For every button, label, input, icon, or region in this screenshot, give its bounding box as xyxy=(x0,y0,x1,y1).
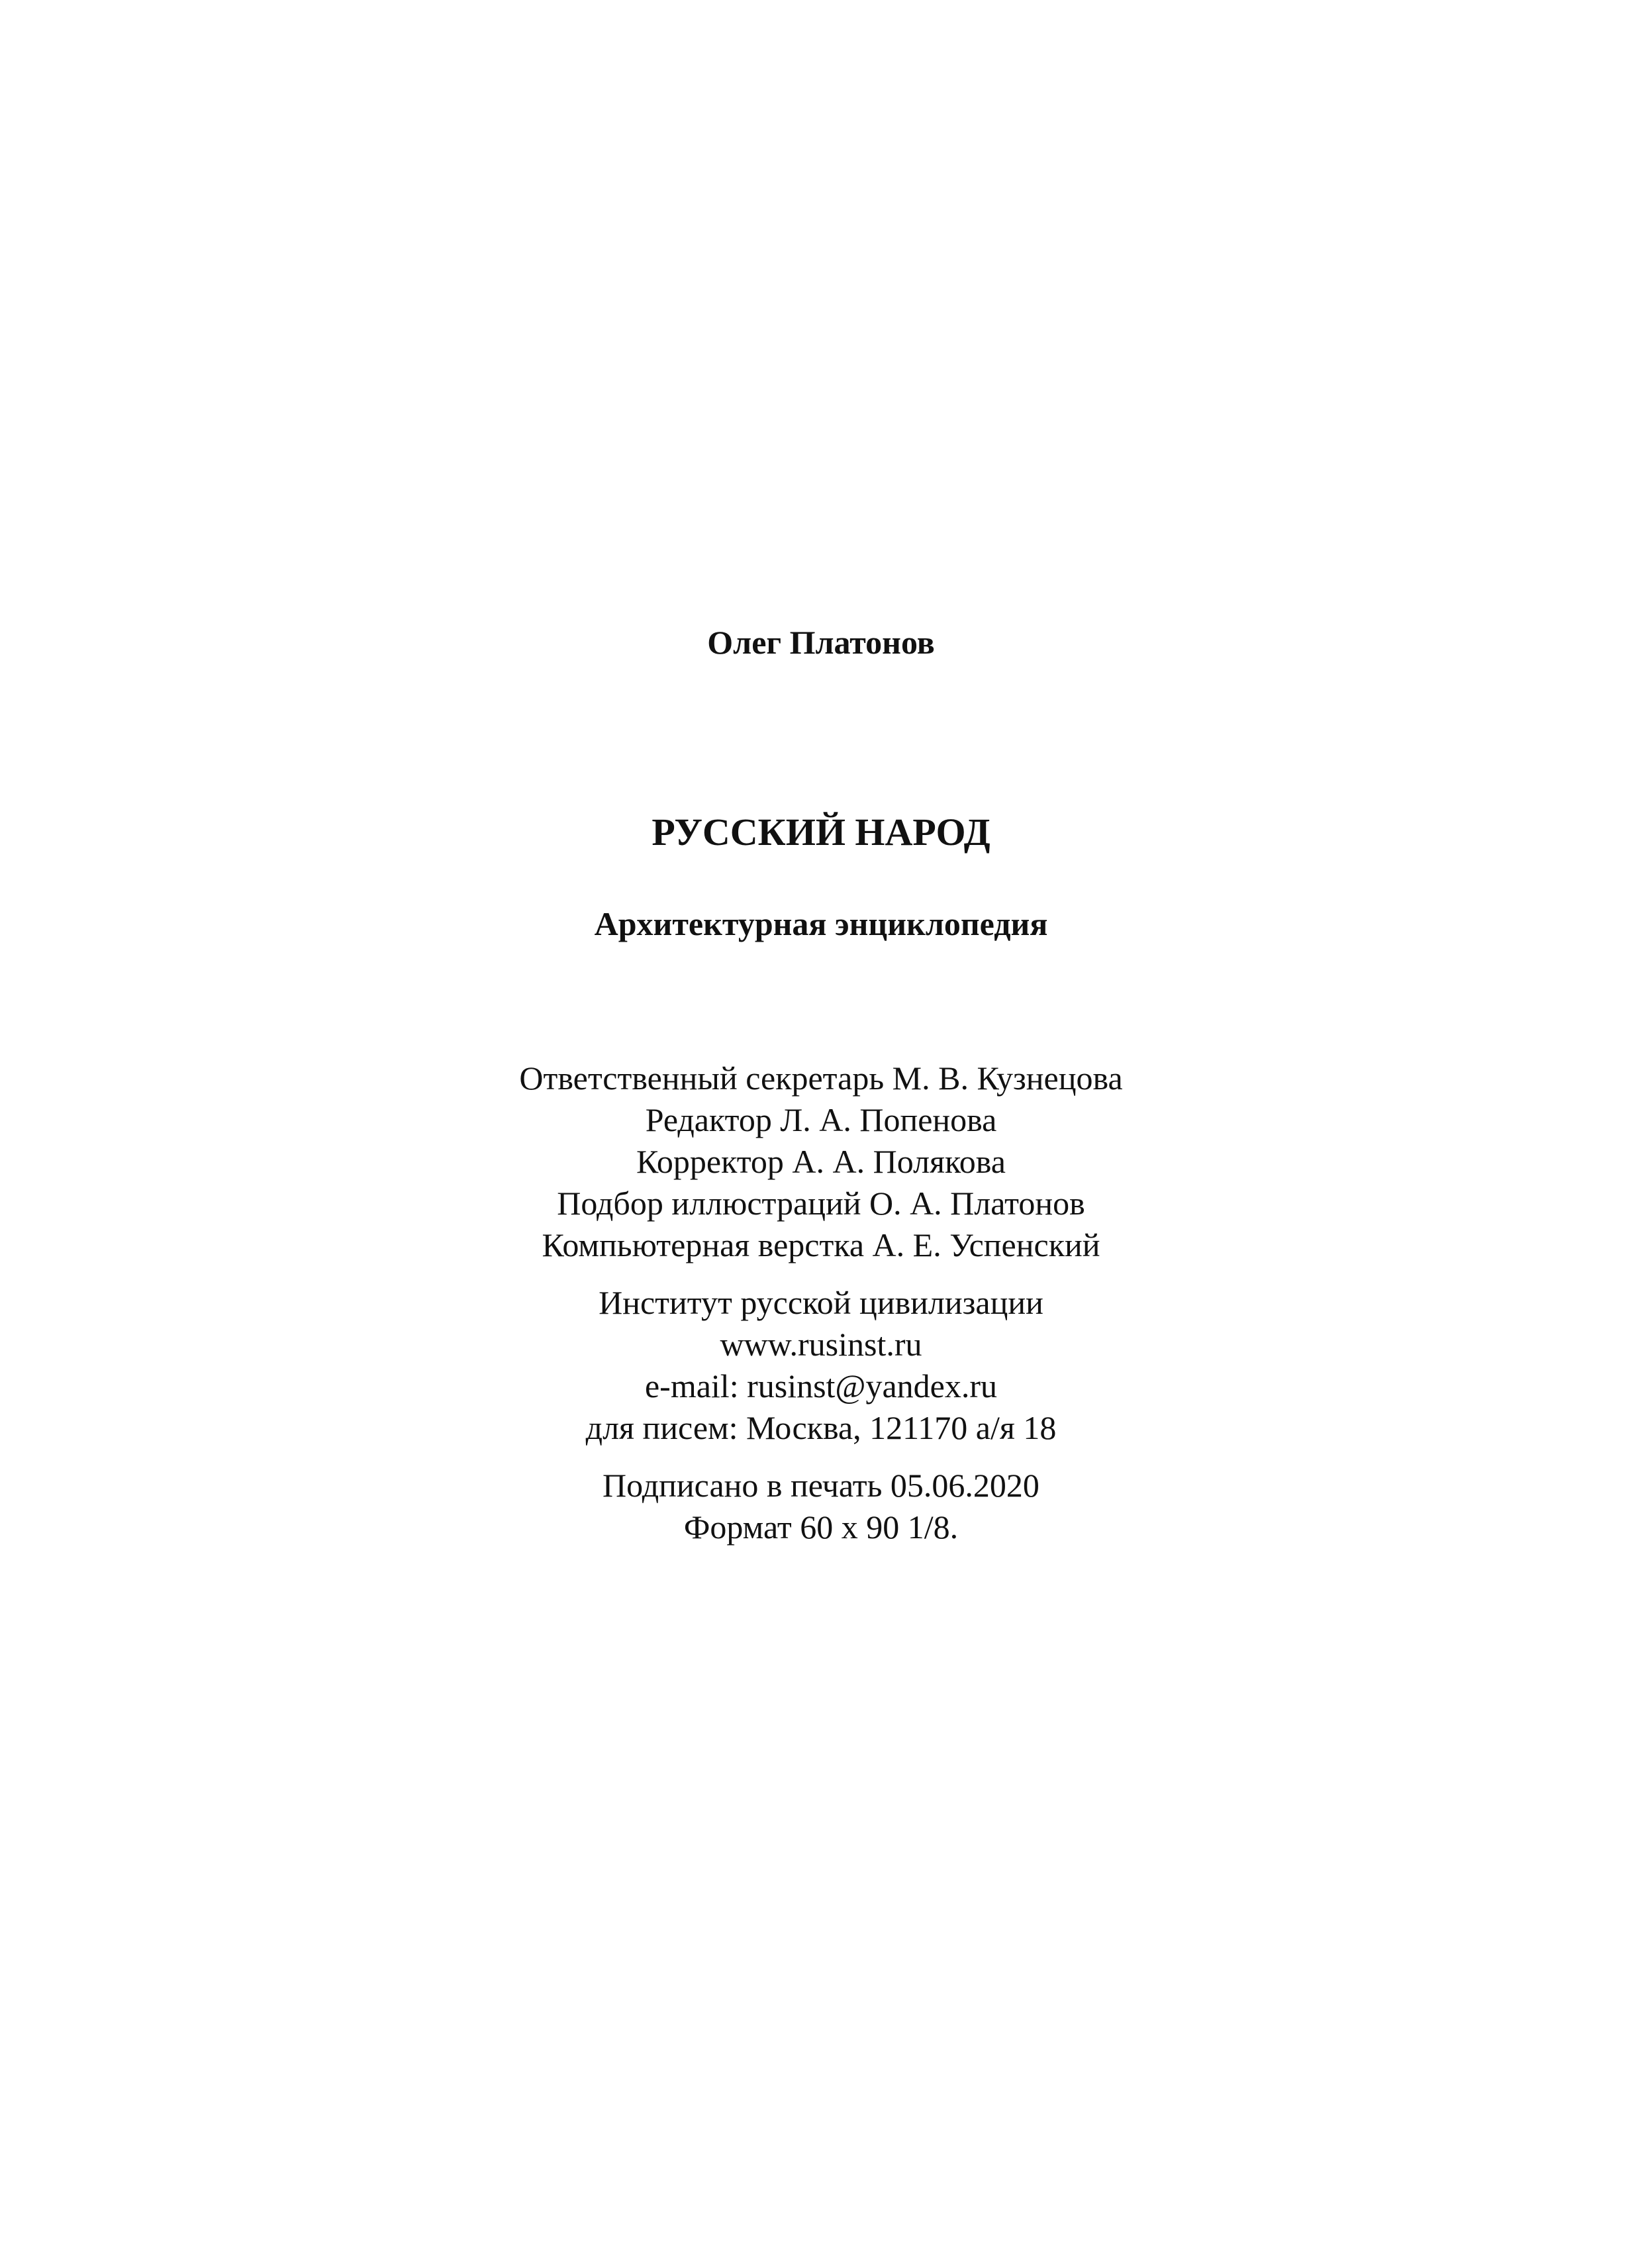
credit-illustrations: Подбор иллюстраций О. А. Платонов xyxy=(557,1185,1085,1222)
credit-editor: Редактор Л. А. Попенова xyxy=(645,1101,997,1138)
publisher-postal-address: для писем: Москва, 121170 а/я 18 xyxy=(585,1409,1057,1446)
publisher-name: Институт русской цивилизации xyxy=(599,1284,1043,1321)
print-signed-date: Подписано в печать 05.06.2020 xyxy=(603,1467,1039,1504)
credit-secretary: Ответственный секретарь М. В. Кузнецова xyxy=(519,1060,1123,1097)
book-subtitle: Архитектурная энциклопедия xyxy=(594,905,1048,942)
credit-layout: Компьютерная верстка А. Е. Успенский xyxy=(542,1226,1100,1263)
author-name: Олег Платонов xyxy=(707,624,935,661)
publisher-website: www.rusinst.ru xyxy=(720,1326,922,1363)
publisher-email: e-mail: rusinst@yandex.ru xyxy=(644,1367,998,1405)
credit-proofreader: Корректор А. А. Полякова xyxy=(636,1143,1006,1180)
print-format: Формат 60 х 90 1/8. xyxy=(683,1508,959,1546)
book-title: РУССКИЙ НАРОД xyxy=(652,811,990,854)
